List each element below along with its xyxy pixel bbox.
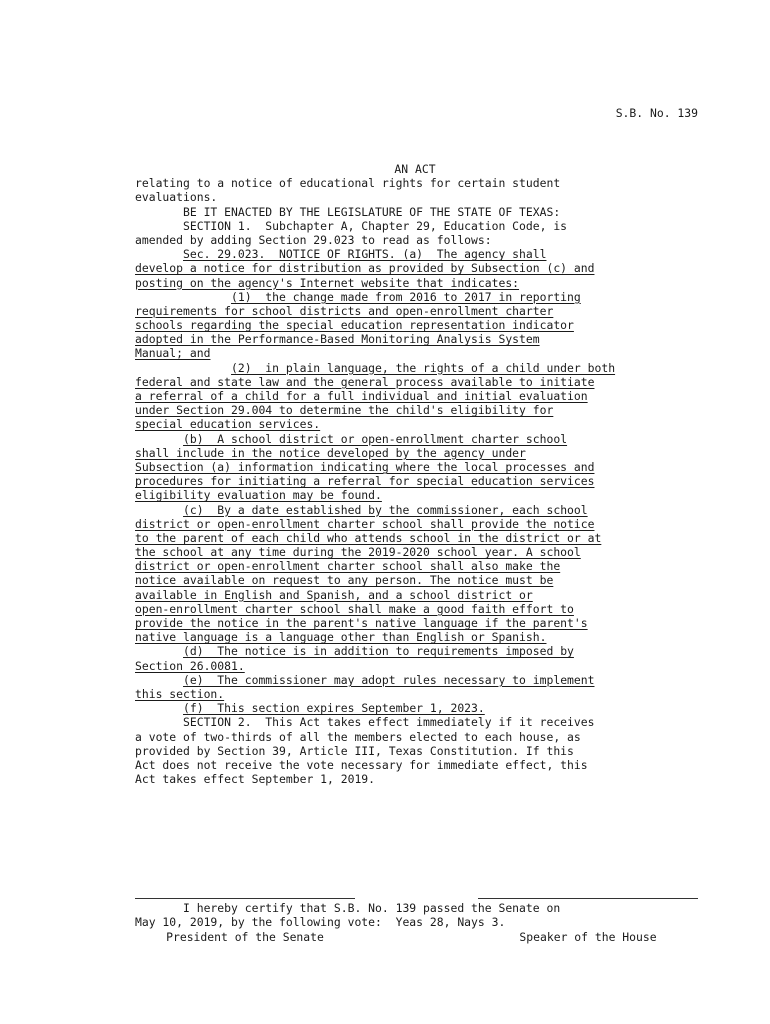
underlined-text: Section 26.0081. — [135, 658, 245, 673]
text-line: evaluations. — [135, 190, 218, 205]
underlined-text: Sec. 29.023. NOTICE OF RIGHTS. (a) The agency shall — [183, 247, 547, 262]
underlined-text: shall include in the notice developed by the agency under — [135, 445, 526, 460]
underlined-text: a referral of a child for a full individual and initial evaluation — [135, 389, 588, 403]
text-line — [135, 588, 655, 602]
text-line — [135, 517, 655, 531]
underlined-text: (b) A school district or open-enrollment charter school — [183, 431, 568, 446]
text-line — [135, 488, 655, 502]
text-line — [135, 332, 655, 346]
signature-line — [135, 898, 355, 899]
text-line — [135, 318, 655, 332]
text-line — [135, 460, 655, 474]
text-line — [135, 247, 655, 261]
text-line: Act takes effect September 1, 2019. — [135, 772, 376, 787]
certification — [135, 901, 560, 929]
text-line: provided by Section 39, Article III, Texas Constitution. If this — [135, 743, 574, 758]
text-line: BE IT ENACTED BY THE LEGISLATURE OF THE STATE OF TEXAS: — [135, 204, 561, 219]
text-line: relating to a notice of educational rights for certain student — [135, 176, 561, 191]
underlined-text: requirements for school districts and open-enrollment charter — [135, 303, 554, 318]
text-line — [135, 261, 655, 275]
text-line — [135, 474, 655, 488]
text-line — [135, 531, 655, 545]
text-line — [135, 446, 655, 460]
text-line: amended by adding Section 29.023 to read as follows: — [135, 232, 492, 247]
underlined-text: under Section 29.004 to determine the child's eligibility for — [135, 403, 554, 418]
text-line — [135, 559, 655, 573]
signature-label-president: President of the Senate — [166, 930, 324, 944]
underlined-text: this section. — [135, 686, 225, 701]
text-line: a vote of two-thirds of all the members elected to each house, as — [135, 729, 581, 744]
text-line — [135, 304, 655, 318]
underlined-text: (e) The commissioner may adopt rules necessary to implement — [183, 672, 595, 687]
underlined-text: (1) the change made from 2016 to 2017 in reporting — [231, 289, 581, 304]
underlined-text: federal and state law and the general process available to initiate — [135, 374, 595, 389]
underlined-text: develop a notice for distribution as provided by Subsection (c) and — [135, 261, 595, 276]
underlined-text: district or open-enrollment charter school shall also make the — [135, 559, 561, 574]
text-line — [135, 276, 655, 290]
bill-body — [135, 162, 655, 786]
underlined-text: (d) The notice is in addition to requirements imposed by — [183, 644, 574, 659]
underlined-text: adopted in the Performance-Based Monitoring Analysis System — [135, 332, 540, 347]
text-line — [135, 403, 655, 417]
act-title: AN ACT — [394, 162, 436, 176]
underlined-text: native language is a language other than English or Spanish. — [135, 630, 547, 645]
underlined-text: Manual; and — [135, 346, 211, 361]
underlined-text: posting on the agency's Internet website that indicates: — [135, 275, 520, 290]
text-line: SECTION 1. Subchapter A, Chapter 29, Education Code, is — [135, 218, 568, 233]
underlined-text: district or open-enrollment charter school shall provide the notice — [135, 516, 595, 531]
text-line — [135, 545, 655, 559]
text-line — [135, 346, 655, 360]
underlined-text: notice available on request to any person. The notice must be — [135, 573, 554, 588]
underlined-text: (c) By a date established by the commissioner, each school — [183, 502, 588, 517]
text-line: SECTION 2. This Act takes effect immediately if it receives — [135, 715, 595, 730]
text-line — [135, 687, 655, 701]
text-line — [135, 503, 655, 517]
underlined-text: provide the notice in the parent's native language if the parent's — [135, 616, 588, 630]
underlined-text: procedures for initiating a referral for special education services — [135, 474, 595, 489]
underlined-text: open-enrollment charter school shall make a good faith effort to — [135, 601, 574, 616]
text-line — [135, 290, 655, 304]
underlined-text: the school at any time during the 2019-2020 school year. A school — [135, 545, 581, 560]
text-line — [135, 432, 655, 446]
text-line — [135, 659, 655, 673]
text-line — [135, 701, 655, 715]
text-line — [135, 361, 655, 375]
underlined-text: (2) in plain language, the rights of a child under both — [231, 360, 616, 375]
underlined-text: available in English and Spanish, and a school district or — [135, 587, 533, 602]
certification-line: May 10, 2019, by the following vote: Yeas 28, Nays 3. — [135, 915, 506, 930]
certification-line: I hereby certify that S.B. No. 139 passed the Senate on — [135, 901, 561, 915]
underlined-text: (f) This section expires September 1, 2023. — [183, 701, 485, 716]
underlined-text: Subsection (a) information indicating where the local processes and — [135, 459, 595, 474]
text-line — [135, 673, 655, 687]
signature-line — [478, 898, 698, 899]
signature-label-speaker: Speaker of the House — [519, 930, 657, 944]
text-line — [135, 573, 655, 587]
text-line: Act does not receive the vote necessary for immediate effect, this — [135, 757, 588, 772]
text-line — [135, 417, 655, 431]
text-line — [135, 389, 655, 403]
text-line — [135, 616, 655, 630]
text-line — [135, 630, 655, 644]
underlined-text: eligibility evaluation may be found. — [135, 488, 382, 503]
underlined-text: schools regarding the special education representation indicator — [135, 318, 574, 333]
text-line — [135, 644, 655, 658]
text-line — [135, 375, 655, 389]
bill-text — [135, 176, 655, 786]
bill-number: S.B. No. 139 — [615, 106, 698, 120]
text-line — [135, 602, 655, 616]
underlined-text: special education services. — [135, 417, 321, 432]
underlined-text: to the parent of each child who attends school in the district or at — [135, 530, 602, 545]
